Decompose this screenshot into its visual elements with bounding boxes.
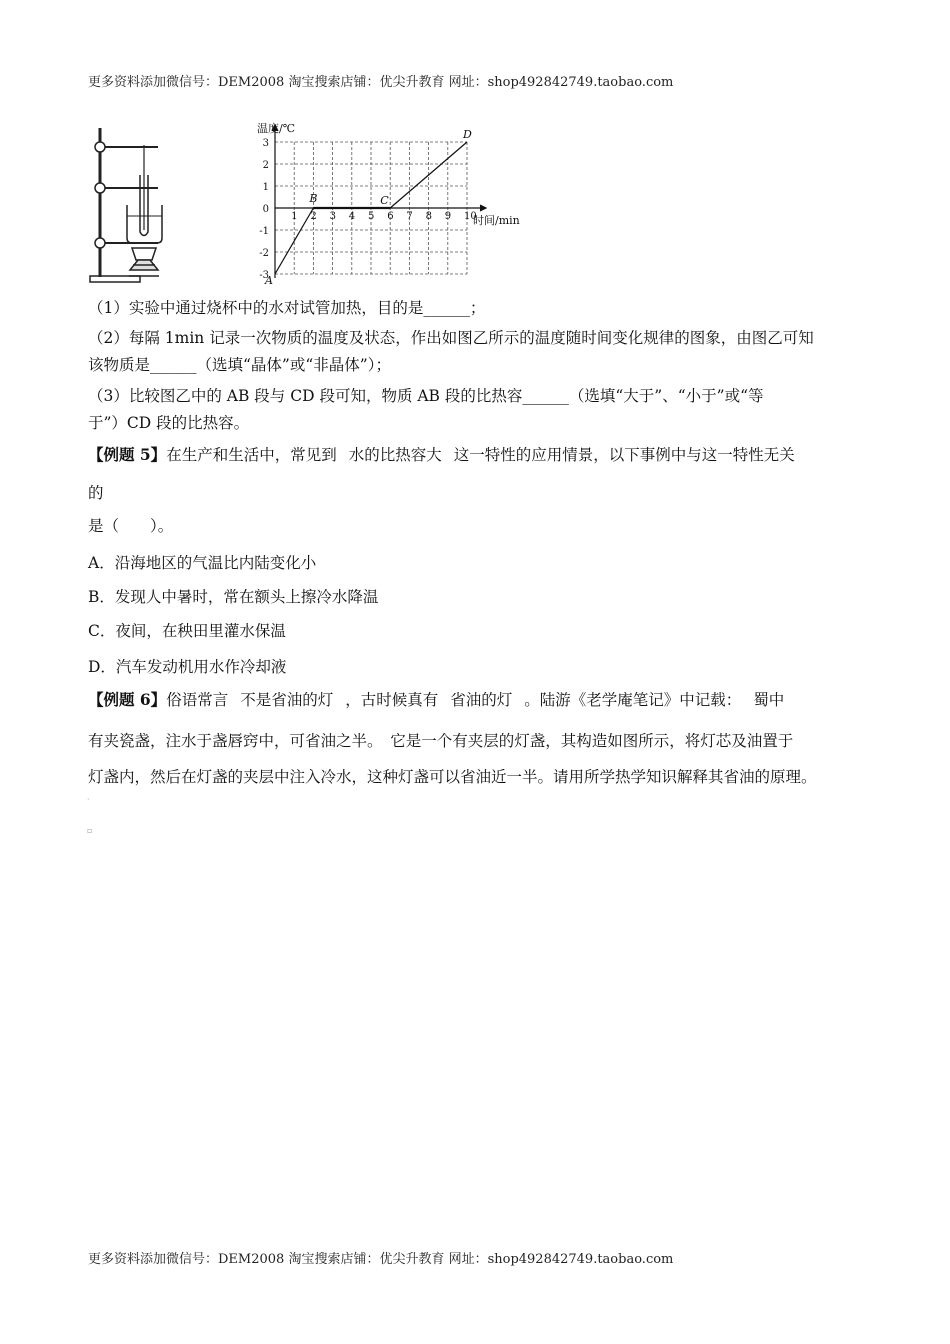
point-label-b: B [309, 192, 318, 205]
example-6-text-1: 俗语常言 [166, 691, 229, 709]
example-6-text-5: 。陆游《老学庵笔记》中记载： [524, 691, 742, 709]
x-tick-label: 1 [291, 211, 298, 222]
paragraph-mark: ▫ [87, 826, 93, 835]
stand-base [90, 276, 140, 282]
chart-tick-labels [259, 138, 476, 281]
y-tick-label: 0 [262, 204, 269, 215]
x-axis-arrow [480, 205, 486, 211]
x-tick-label: 6 [387, 211, 394, 222]
example-5-tag: 【例题 5】 [88, 445, 167, 464]
example-5-text-2: 水的比热容大 [348, 446, 442, 464]
point-label-d: D [463, 128, 472, 141]
example-5-option-d: D．汽车发动机用水作冷却液 [88, 658, 287, 676]
paragraph-mark: · [87, 795, 90, 804]
y-tick-label: 3 [262, 138, 269, 149]
example-5-option-b: B．发现人中暑时，常在额头上擦冷水降温 [88, 588, 379, 606]
example-5-line-3: 是（ ）。 [88, 517, 174, 535]
example-5-option-c: C．夜间，在秧田里灌水保温 [88, 622, 286, 640]
example-6-tag: 【例题 6】 [88, 690, 167, 709]
x-tick-label: 9 [444, 211, 452, 222]
y-tick-label: 1 [262, 182, 269, 193]
example-5-line-1 [88, 444, 795, 466]
temperature-time-chart [245, 120, 545, 290]
chart-x-axis-label: 时间/min [473, 214, 520, 227]
x-tick-label: 10 [464, 211, 477, 222]
y-tick-label: 2 [262, 160, 269, 171]
x-tick-label: 8 [425, 211, 432, 222]
figure-row [80, 120, 550, 290]
question-2-line-1: （2）每隔 1min 记录一次物质的温度及状态，作出如图乙所示的温度随时间变化规律的图象，由图乙可知 [88, 329, 814, 347]
page-footer: 更多资料添加微信号：DEM2008 淘宝搜索店铺：优尖升教育 网址：shop492842749.taobao.com [88, 1252, 674, 1267]
point-label-c: C [380, 194, 389, 207]
question-3-line-2: 于”）CD 段的比热容。 [88, 414, 250, 432]
page-header: 更多资料添加微信号：DEM2008 淘宝搜索店铺：优尖升教育 网址：shop492842749.taobao.com [88, 75, 674, 90]
chart-axes [272, 125, 486, 278]
x-tick-label: 5 [368, 211, 375, 222]
example-6-text-2: 不是省油的灯 [240, 691, 334, 709]
example-6-text-3: ，古时候真有 [345, 691, 439, 709]
y-tick-label: -2 [259, 248, 269, 259]
example-6-line-2: 有夹瓷盏，注水于盏唇窍中，可省油之半。 它是一个有夹层的灯盏，其构造如图所示，将灯芯及油置于 [88, 732, 794, 750]
question-2-line-2: 该物质是______（选填“晶体”或“非晶体”）； [88, 356, 391, 374]
example-5-option-a: A．沿海地区的气温比内陆变化小 [88, 554, 317, 572]
question-1: （1）实验中通过烧杯中的水对试管加热，目的是______； [88, 299, 486, 317]
example-6-text-6: 蜀中 [753, 691, 785, 709]
example-6-line-3: 灯盏内，然后在灯盏的夹层中注入冷水，这种灯盏可以省油近一半。请用所学热学知识解释其省油的原理。 [88, 768, 817, 786]
example-6-text-4: 省油的灯 [450, 691, 513, 709]
x-tick-label: 2 [310, 211, 317, 222]
heating-apparatus-figure [80, 120, 200, 290]
example-5-line-2: 的 [88, 484, 104, 502]
y-tick-label: -3 [259, 270, 269, 281]
example-5-text-1: 在生产和生活中，常见到 [166, 446, 337, 464]
y-tick-label: -1 [259, 226, 269, 237]
x-tick-label: 3 [329, 211, 336, 222]
question-3-line-1: （3）比较图乙中的 AB 段与 CD 段可知，物质 AB 段的比热容______（选填“大于”、“小于”或“等 [88, 387, 764, 405]
example-6-line-1 [88, 689, 784, 711]
point-label-a: A [265, 274, 273, 287]
chart-y-axis-label: 温度/℃ [257, 122, 296, 135]
example-5-text-3: 这一特性的应用情景，以下事例中与这一特性无关 [453, 446, 795, 464]
x-tick-label: 7 [406, 211, 413, 222]
x-tick-label: 4 [348, 211, 356, 222]
